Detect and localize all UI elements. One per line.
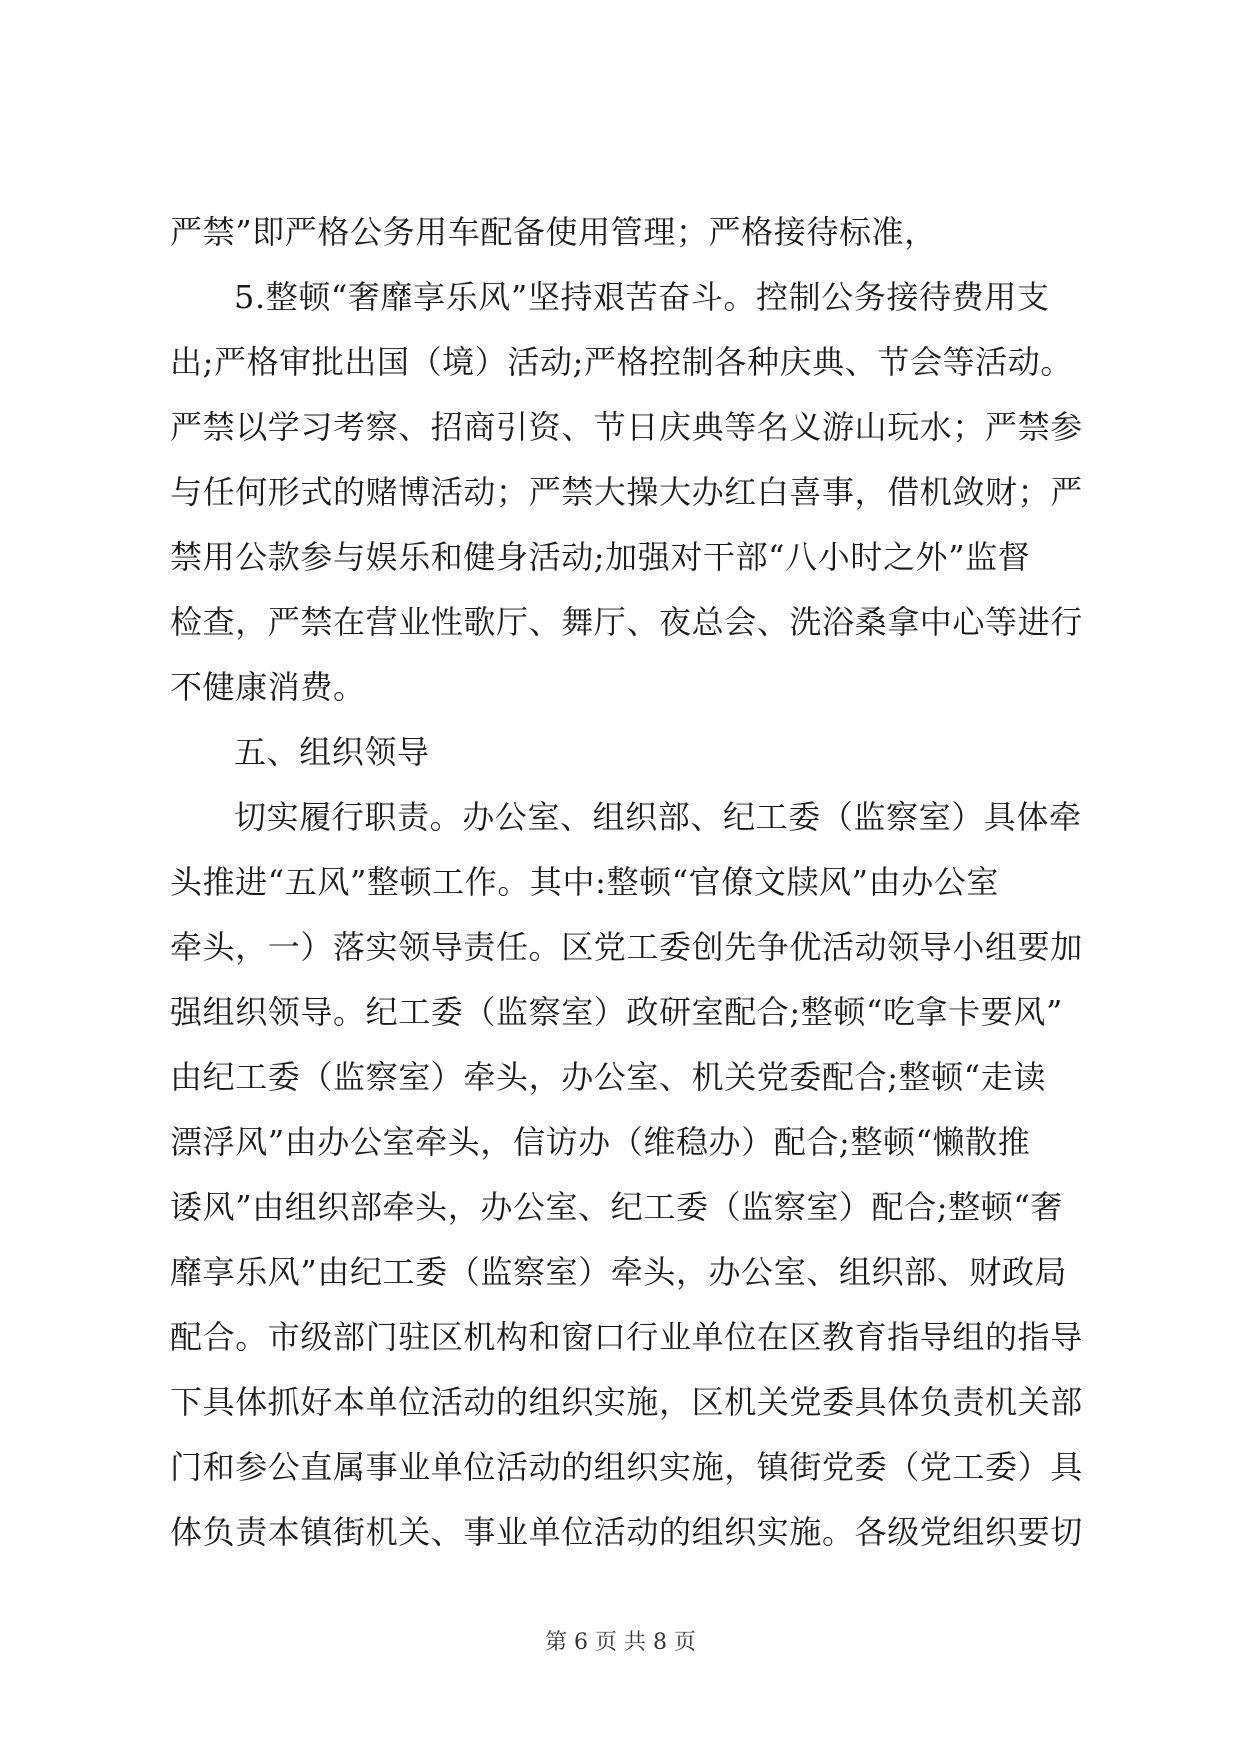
text-line: 体负责本镇街机关、事业单位活动的组织实施。各级党组织要切 (170, 1513, 1083, 1551)
body-text (170, 200, 1085, 1565)
text-line: 下具体抓好本单位活动的组织实施，区机关党委具体负责机关部 (170, 1383, 1083, 1421)
text-line: 漂浮风”由办公室牵头，信访办（维稳办）配合;整顿“懒散推 (170, 1123, 1031, 1161)
page-number-footer: 第 6 页 共 8 页 (545, 1630, 696, 1655)
text-line: 出;严格审批出国（境）活动;严格控制各种庆典、节会等活动。 (170, 343, 1073, 381)
text-line: 头推进“五风”整顿工作。其中:整顿“官僚文牍风”由办公室 (170, 863, 1000, 901)
text-line: 靡享乐风”由纪工委（监察室）牵头，办公室、组织部、财政局 (170, 1253, 1068, 1291)
text-line: 切实履行职责。办公室、组织部、纪工委（监察室）具体牵 (234, 798, 1082, 836)
text-line: 牵头，一）落实领导责任。区党工委创先争优活动领导小组要加 (170, 928, 1083, 966)
text-line: 不健康消费。 (170, 668, 366, 706)
text-line: 由纪工委（监察室）牵头，办公室、机关党委配合;整顿“走读 (170, 1058, 1046, 1096)
section-heading: 五、组织领导 (234, 733, 430, 771)
text-line: 检查，严禁在营业性歌厅、舞厅、夜总会、洗浴桑拿中心等进行 (170, 603, 1083, 641)
text-line: 严禁”即严格公务用车配备使用管理；严格接待标准， (170, 213, 937, 251)
text-line: 禁用公款参与娱乐和健身活动;加强对干部“八小时之外”监督 (170, 538, 1031, 576)
text-line: 强组织领导。纪工委（监察室）政研室配合;整顿“吃拿卡要风” (170, 993, 1063, 1031)
text-line: 与任何形式的赌博活动；严禁大操大办红白喜事，借机敛财；严 (170, 473, 1083, 511)
text-line: 门和参公直属事业单位活动的组织实施，镇街党委（党工委）具 (170, 1448, 1083, 1486)
text-line: 诿风”由组织部牵头，办公室、纪工委（监察室）配合;整顿“奢 (170, 1188, 1063, 1226)
text-line: 5.整顿“奢靡享乐风”坚持艰苦奋斗。控制公务接待费用支 (234, 278, 1050, 316)
text-line: 严禁以学习考察、招商引资、节日庆典等名义游山玩水；严禁参 (170, 408, 1083, 446)
text-line: 配合。市级部门驻区机构和窗口行业单位在区教育指导组的指导 (170, 1318, 1083, 1356)
